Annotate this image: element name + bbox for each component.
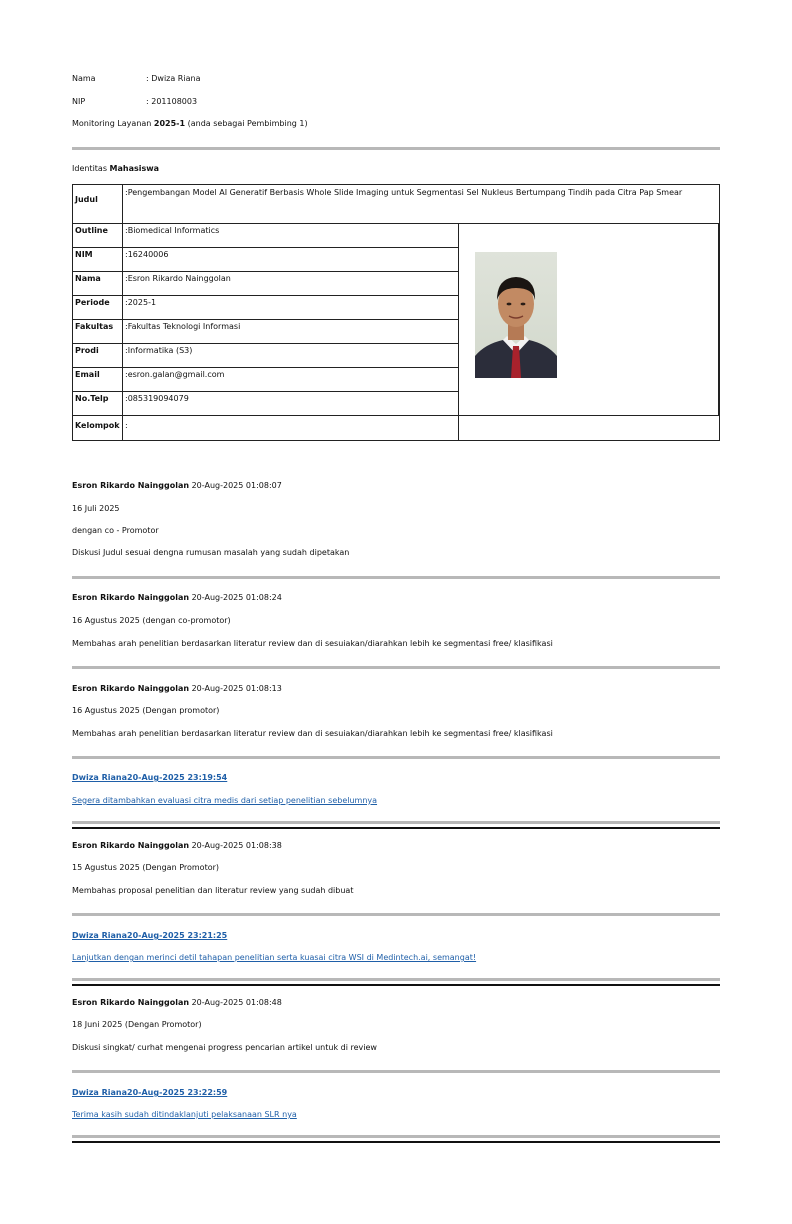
judul-label: Judul	[72, 184, 123, 224]
row-value: :2025-1	[122, 295, 459, 320]
identity-table	[72, 184, 720, 442]
divider	[72, 978, 720, 981]
entry-header	[72, 684, 282, 693]
thread-separator	[72, 827, 720, 829]
judul-text: Pengembangan Model AI Generatif Berbasis Whole Slide Imaging untuk Segmentasi Sel Nukleus Bertumpang Tindih pada Citra Pap Smear	[127, 188, 683, 197]
entry-author: Esron Rikardo Nainggolan	[72, 998, 190, 1007]
divider	[72, 756, 720, 759]
nama-row	[72, 74, 200, 83]
entry-author: Esron Rikardo Nainggolan	[72, 481, 190, 490]
judul-value: :Pengembangan Model AI Generatif Berbasis Whole Slide Imaging untuk Segmentasi Sel Nukleus Bertumpang Tindih pada Citra Pap Smear	[122, 184, 720, 224]
entry-body: Membahas proposal penelitian dan literatur review yang sudah dibuat	[72, 886, 354, 895]
entry-header	[72, 481, 282, 490]
entry-author: Esron Rikardo Nainggolan	[72, 684, 190, 693]
row-label: NIM	[72, 247, 123, 272]
entry-header	[72, 998, 282, 1007]
entry-body: Diskusi Judul sesuai dengna rumusan masalah yang sudah dipetakan	[72, 548, 350, 557]
reply-header-link[interactable]: Dwiza Riana20-Aug-2025 23:22:59	[72, 1088, 228, 1097]
entry-timestamp: 20-Aug-2025 01:08:13	[189, 684, 282, 693]
entry-timestamp: 20-Aug-2025 01:08:24	[189, 593, 282, 602]
row-value: :Esron Rikardo Nainggolan	[122, 271, 459, 296]
row-label: Outline	[72, 223, 123, 248]
row-value: :085319094079	[122, 391, 459, 416]
entry-timestamp: 20-Aug-2025 01:08:07	[189, 481, 282, 490]
photo-cell-bottom	[458, 415, 720, 441]
entry-timestamp: 20-Aug-2025 01:08:38	[189, 841, 282, 850]
prodi-value: Informatika (S3)	[127, 346, 193, 355]
divider	[72, 913, 720, 916]
row-value: :Fakultas Teknologi Informasi	[122, 319, 459, 344]
reply-header-link[interactable]: Dwiza Riana20-Aug-2025 23:19:54	[72, 773, 228, 782]
periode-value: 2025-1	[127, 298, 157, 307]
person-photo-icon	[475, 252, 557, 378]
entry-date: 18 Juni 2025 (Dengan Promotor)	[72, 1020, 202, 1029]
divider	[72, 821, 720, 824]
entry-date: 15 Agustus 2025 (Dengan Promotor)	[72, 863, 220, 872]
reply-body-link[interactable]: Terima kasih sudah ditindaklanjuti pelaksanaan SLR nya	[72, 1110, 297, 1119]
nama-value: : Dwiza Riana	[146, 74, 201, 83]
entry-mentor: dengan co - Promotor	[72, 526, 159, 535]
divider	[72, 576, 720, 579]
nip-value: : 201108003	[146, 97, 198, 106]
monitoring-prefix: Monitoring Layanan	[72, 119, 154, 128]
outline-value: Biomedical Informatics	[127, 226, 220, 235]
reply-body-link[interactable]: Lanjutkan dengan merinci detil tahapan penelitian serta kuasai citra WSI di Medintech.ai, semangat!	[72, 953, 477, 962]
telp-value: 085319094079	[127, 394, 189, 403]
reply-header-link[interactable]: Dwiza Riana20-Aug-2025 23:21:25	[72, 931, 228, 940]
divider	[72, 666, 720, 669]
student-photo	[475, 252, 557, 378]
row-label: Prodi	[72, 343, 123, 368]
nama-label: Nama	[72, 74, 96, 83]
row-value: :esron.galan@gmail.com	[122, 367, 459, 392]
divider	[72, 1135, 720, 1138]
entry-author: Esron Rikardo Nainggolan	[72, 593, 190, 602]
nip-label: NIP	[72, 97, 86, 106]
row-value: :Informatika (S3)	[122, 343, 459, 368]
divider	[72, 147, 720, 150]
monitoring-period: 2025-1	[153, 119, 186, 128]
thread-separator	[72, 1141, 720, 1143]
email-value: esron.galan@gmail.com	[127, 370, 225, 379]
entry-header	[72, 593, 282, 602]
entry-body: Membahas arah penelitian berdasarkan literatur review dan di sesuiakan/diarahkan lebih ke segmentasi free/ klasifikasi	[72, 729, 553, 738]
entry-author: Esron Rikardo Nainggolan	[72, 841, 190, 850]
entry-header	[72, 841, 282, 850]
monitoring-title	[72, 119, 308, 128]
row-value: :Biomedical Informatics	[122, 223, 459, 248]
nama-mhs-value: Esron Rikardo Nainggolan	[127, 274, 231, 283]
entry-body: Membahas arah penelitian berdasarkan literatur review dan di sesuiakan/diarahkan lebih ke segmentasi free/ klasifikasi	[72, 639, 553, 648]
reply-body-link[interactable]: Segera ditambahkan evaluasi citra medis dari setiap penelitian sebelumnya	[72, 796, 378, 805]
entry-date: 16 Agustus 2025 (Dengan promotor)	[72, 706, 220, 715]
thread-separator	[72, 984, 720, 986]
monitoring-suffix: (anda sebagai Pembimbing 1)	[185, 119, 308, 128]
row-label: Email	[72, 367, 123, 392]
entry-date: 16 Agustus 2025 (dengan co-promotor)	[72, 616, 231, 625]
row-label: Periode	[72, 295, 123, 320]
entry-timestamp: 20-Aug-2025 01:08:48	[189, 998, 282, 1007]
row-label: Kelompok	[72, 415, 123, 441]
entry-body: Diskusi singkat/ curhat mengenai progress pencarian artikel untuk di review	[72, 1043, 377, 1052]
entry-date: 16 Juli 2025	[72, 504, 120, 513]
identitas-prefix: Identitas	[72, 164, 110, 173]
row-label: Fakultas	[72, 319, 123, 344]
row-label: No.Telp	[72, 391, 123, 416]
identitas-bold: Mahasiswa	[109, 164, 160, 173]
row-label: Nama	[72, 271, 123, 296]
nim-value: 16240006	[127, 250, 169, 259]
row-value: :	[122, 415, 459, 441]
divider	[72, 1070, 720, 1073]
identitas-heading	[72, 164, 159, 173]
nip-row	[72, 97, 197, 106]
row-value: :16240006	[122, 247, 459, 272]
fakultas-value: Fakultas Teknologi Informasi	[127, 322, 241, 331]
